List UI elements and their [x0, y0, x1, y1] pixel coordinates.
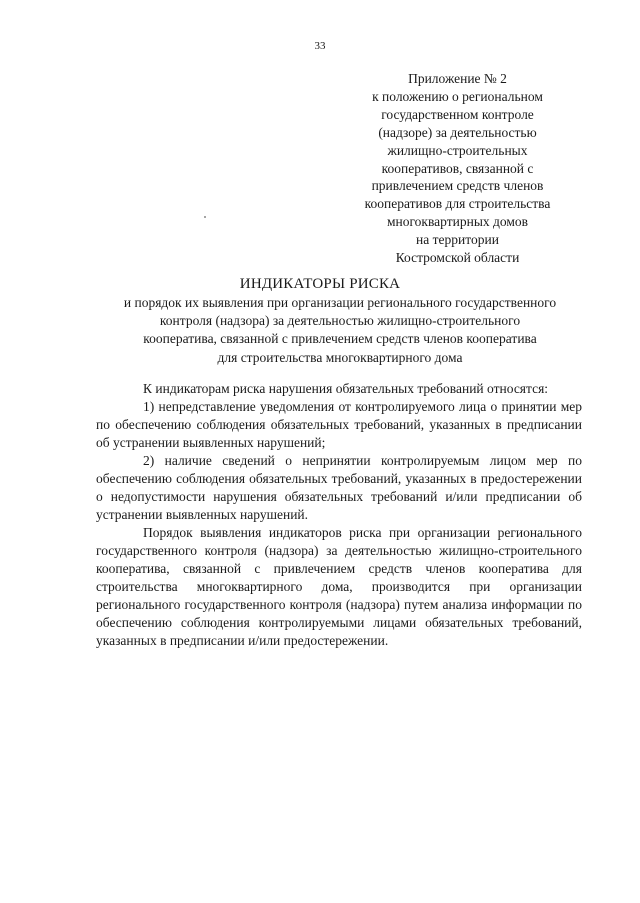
- appendix-line: Костромской области: [395, 250, 520, 266]
- appendix-line: кооперативов, связанной с: [381, 160, 534, 176]
- paragraph-item-1: 1) непредставление уведомления от контролируемого лица о принятии мер по обеспечению соблюдения обязательных требований, указанных в предписании об устранении выявленных нарушений;: [96, 399, 582, 450]
- appendix-line: на территории: [416, 232, 499, 248]
- appendix-line: жилищно-строительных: [387, 142, 528, 158]
- appendix-header: [330, 70, 585, 267]
- appendix-line: кооперативов для строительства: [364, 196, 551, 212]
- appendix-line: многоквартирных домов: [386, 214, 529, 230]
- subtitle-line: для строительства многоквартирного дома: [217, 349, 463, 365]
- page-number: 33: [314, 40, 326, 52]
- appendix-line: привлечением средств членов: [371, 178, 544, 194]
- scan-speck: [204, 216, 206, 218]
- document-body: [96, 380, 582, 650]
- subtitle-line: контроля (надзора) за деятельностью жилищно-строительного: [159, 313, 521, 329]
- paragraph-item-2: 2) наличие сведений о непринятии контролируемым лицом мер по обеспечению соблюдения обязательных требований, указанных в предостережении о недопустимости нарушения обязательных требований и/или предписании об устранении выявленных нарушений.: [96, 453, 582, 522]
- document-subtitle: [90, 294, 590, 367]
- paragraph-intro: К индикаторам риска нарушения обязательных требований относятся:: [143, 381, 549, 396]
- subtitle-line: кооператива, связанной с привлечением средств членов кооператива: [143, 331, 537, 347]
- appendix-line: Приложение № 2: [408, 71, 507, 86]
- document-title: ИНДИКАТОРЫ РИСКА: [239, 276, 401, 292]
- appendix-line: к положению о региональном: [372, 88, 543, 104]
- appendix-line: государственном контроле: [381, 106, 534, 122]
- appendix-line: (надзоре) за деятельностью: [378, 124, 537, 140]
- paragraph-procedure: Порядок выявления индикаторов риска при организации регионального государственного контроля (надзора) за деятельностью жилищно-строительного кооператива, связанной с привлечением средств членов кооператива для строительства многоквартирного дома, производится при организации регионального государственного контроля (надзора) путем анализа информации по обеспечению соблюдения контролируемыми лицами обязательных требований, указанных в предписании и/или предостережении.: [96, 525, 582, 648]
- subtitle-line: и порядок их выявления при организации регионального государственного: [123, 295, 557, 310]
